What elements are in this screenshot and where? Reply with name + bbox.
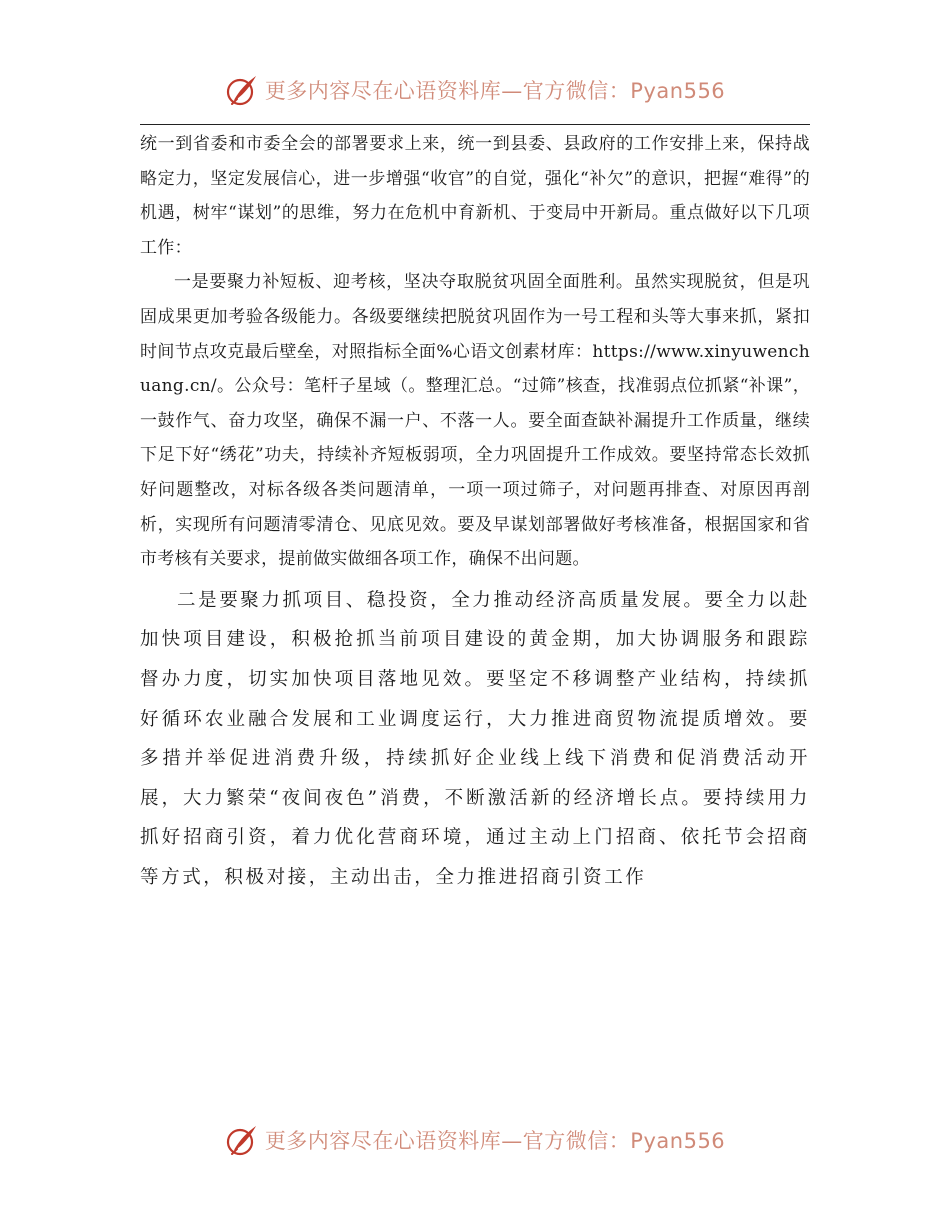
quill-pen-logo-icon	[225, 73, 259, 107]
header-banner-text: 更多内容尽在心语资料库—官方微信：Pyan556	[264, 79, 726, 103]
header-banner	[0, 70, 950, 110]
footer-banner	[0, 1120, 950, 1160]
document-body	[140, 127, 810, 897]
paragraph-point-one: 一是要聚力补短板、迎考核，坚决夺取脱贫巩固全面胜利。虽然实现脱贫，但是巩固成果更加考验各级能力。各级要继续把脱贫巩固作为一号工程和头等大事来抓，紧扣时间节点攻克最后壁垒，对照指标全面%心语文创素材库：https://www.xinyuwenchuang.cn/。公众号：笔杆子星域（。整理汇总。“过筛”核查，找准弱点位抓紧“补课”，一鼓作气、奋力攻坚，确保不漏一户、不落一人。要全面查缺补漏提升工作质量，继续下足下好“绣花”功夫，持续补齐短板弱项，全力巩固提升工作成效。要坚持常态长效抓好问题整改，对标各级各类问题清单，一项一项过筛子，对问题再排查、对原因再剖析，实现所有问题清零清仓、见底见效。要及早谋划部署做好考核准备，根据国家和省市考核有关要求，提前做实做细各项工作，确保不出问题。	[140, 272, 810, 570]
footer-banner-text: 更多内容尽在心语资料库—官方微信：Pyan556	[264, 1129, 726, 1153]
quill-pen-logo-icon	[225, 1123, 259, 1157]
paragraph-point-two: 二是要聚力抓项目、稳投资，全力推动经济高质量发展。要全力以赴加快项目建设，积极抢抓当前项目建设的黄金期，加大协调服务和跟踪督办力度，切实加快项目落地见效。要坚定不移调整产业结构，持续抓好循环农业融合发展和工业调度运行，大力推进商贸物流提质增效。要多措并举促进消费升级，持续抓好企业线上线下消费和促消费活动开展，大力繁荣“夜间夜色”消费，不断激活新的经济增长点。要持续用力抓好招商引资，着力优化营商环境，通过主动上门招商、依托节会招商等方式，积极对接，主动出击，全力推进招商引资工作	[140, 589, 811, 888]
paragraph-intro: 统一到省委和市委全会的部署要求上来，统一到县委、县政府的工作安排上来，保持战略定力，坚定发展信心，进一步增强“收官”的自觉，强化“补欠”的意识，把握“难得”的机遇，树牢“谋划”的思维，努力在危机中育新机、于变局中开新局。重点做好以下几项工作：	[140, 134, 810, 258]
header-divider	[140, 124, 810, 125]
